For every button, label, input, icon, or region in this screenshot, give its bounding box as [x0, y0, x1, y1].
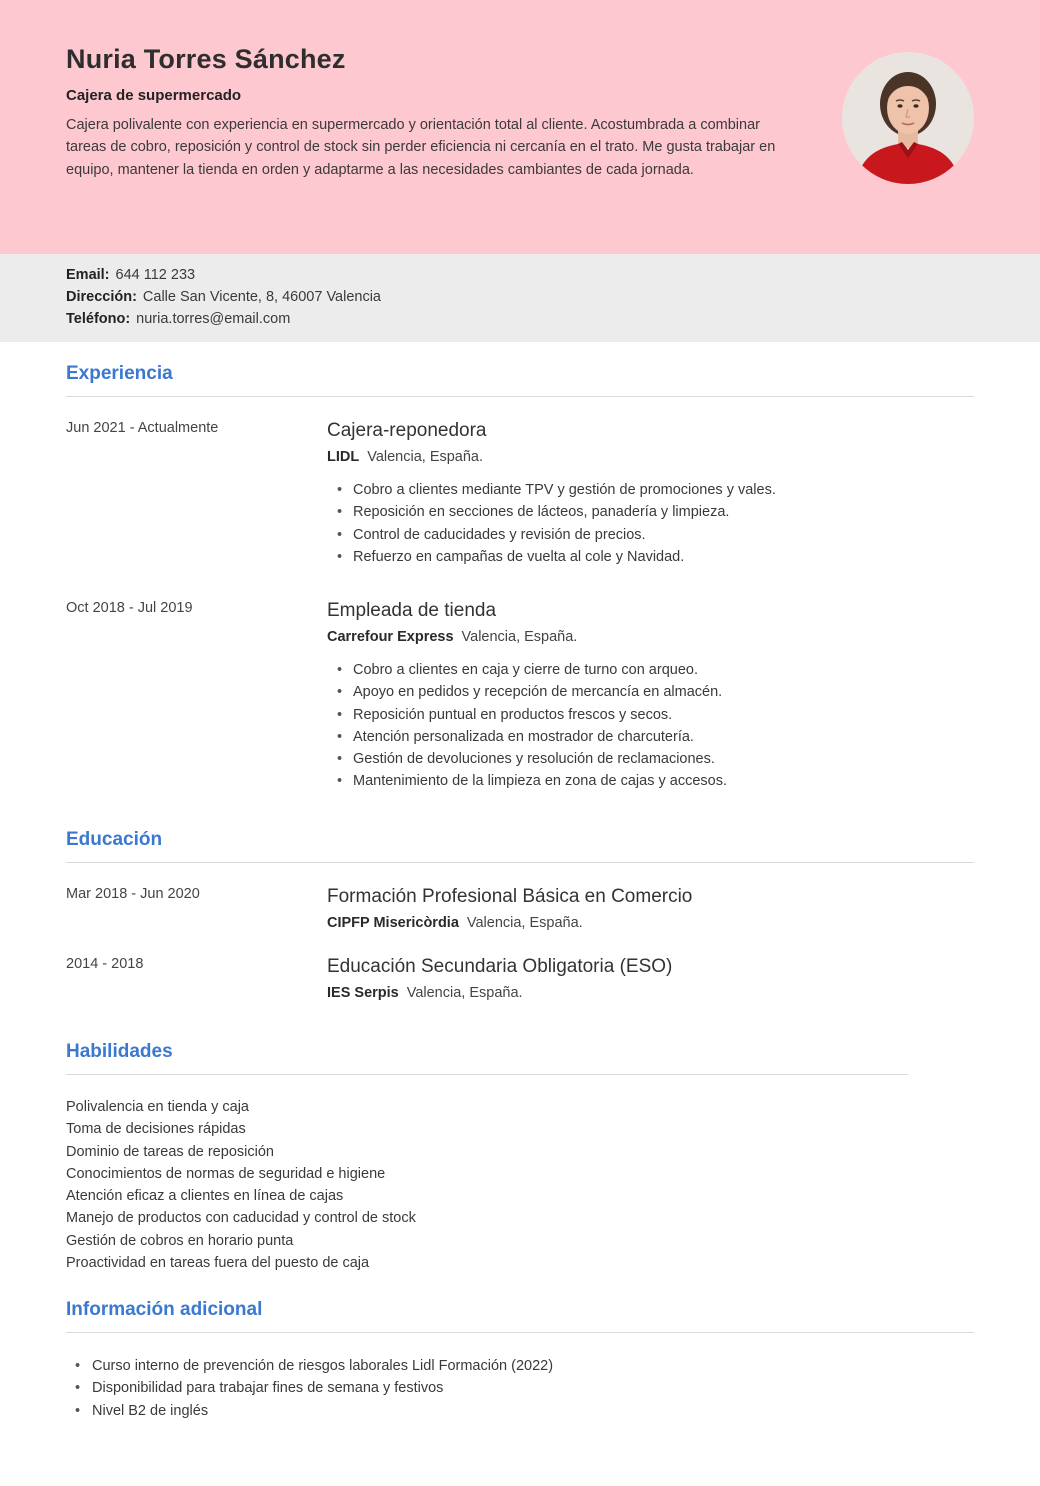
divider: [66, 1332, 974, 1333]
entry-body: [327, 599, 967, 793]
profile-summary: Cajera polivalente con experiencia en supermercado y orientación total al cliente. Acostumbrada a combinar tareas de cobro, reposición y control de stock sin perder eficiencia ni cercanía en el trato. Me gusta trabajar en equipo, mantener la tienda en orden y adaptarme a las necesidades cambiantes de cada jornada.: [66, 117, 776, 178]
job-title: Cajera de supermercado: [66, 87, 242, 104]
list-item: Atención eficaz a clientes en línea de cajas: [66, 1188, 344, 1205]
entry-body: [327, 885, 967, 933]
list-item: • Atención personalizada en mostrador de charcutería.: [327, 726, 967, 748]
contact-bar: [0, 254, 1040, 342]
list-item: • Cobro a clientes en caja y cierre de turno con arqueo.: [327, 659, 967, 681]
organization-location: Valencia, España.: [406, 985, 523, 1001]
organization-name: IES Serpis: [327, 985, 399, 1001]
entry-title: Cajera-reponedora: [327, 420, 487, 441]
candidate-name: Nuria Torres Sánchez: [66, 44, 346, 74]
list-item: • Reposición en secciones de lácteos, panadería y limpieza.: [327, 501, 967, 523]
profile-photo: [842, 52, 974, 184]
entry-date: Jun 2021 - Actualmente: [66, 420, 219, 436]
email-value: 644 112 233: [115, 267, 196, 283]
organization-name: CIPFP Misericòrdia: [327, 915, 459, 931]
list-item: • Curso interno de prevención de riesgos laborales Lidl Formación (2022): [66, 1355, 553, 1377]
additional-list: [66, 1355, 553, 1422]
entry-body: [327, 419, 967, 568]
list-item: Polivalencia en tienda y caja: [66, 1099, 249, 1115]
contact-email: [66, 267, 195, 283]
entry-bullets: [327, 659, 967, 793]
entry-title: Formación Profesional Básica en Comercio: [327, 886, 693, 907]
list-item: • Control de caducidades y revisión de precios.: [327, 524, 967, 546]
list-item: Proactividad en tareas fuera del puesto de caja: [66, 1255, 370, 1272]
section-title-additional: Información adicional: [66, 1299, 263, 1320]
entry-date: Oct 2018 - Jul 2019: [66, 600, 193, 616]
entry-organization: [327, 447, 967, 467]
entry-title: Empleada de tienda: [327, 600, 497, 621]
portrait-image: [842, 52, 974, 184]
list-item: Manejo de productos con caducidad y control de stock: [66, 1210, 416, 1227]
organization-location: Valencia, España.: [461, 629, 578, 645]
entry-title: Educación Secundaria Obligatoria (ESO): [327, 956, 673, 977]
list-item: Gestión de cobros en horario punta: [66, 1232, 294, 1249]
list-item: • Apoyo en pedidos y recepción de mercancía en almacén.: [327, 681, 967, 703]
list-item: • Gestión de devoluciones y resolución de reclamaciones.: [327, 748, 967, 770]
entry-organization: [327, 913, 967, 933]
list-item: • Disponibilidad para trabajar fines de semana y festivos: [66, 1377, 553, 1399]
header-banner: [0, 0, 1040, 254]
entry-organization: [327, 627, 967, 647]
divider: [66, 862, 974, 863]
contact-phone: [66, 311, 290, 327]
phone-value: nuria.torres@email.com: [136, 311, 291, 327]
list-item: Dominio de tareas de reposición: [66, 1143, 274, 1160]
organization-location: Valencia, España.: [367, 449, 484, 465]
list-item: • Cobro a clientes mediante TPV y gestión de promociones y vales.: [327, 479, 967, 501]
entry-bullets: [327, 479, 967, 568]
list-item: • Reposición puntual en productos frescos y secos.: [327, 704, 967, 726]
list-item: • Mantenimiento de la limpieza en zona de cajas y accesos.: [327, 770, 967, 792]
entry-date: Mar 2018 - Jun 2020: [66, 886, 200, 902]
section-title-experience: Experiencia: [66, 363, 173, 384]
entry-body: [327, 955, 967, 1003]
entry-organization: [327, 983, 967, 1003]
entry-date: 2014 - 2018: [66, 956, 144, 972]
address-label: Dirección:: [66, 289, 137, 305]
contact-address: [66, 289, 381, 305]
skills-list: [66, 1096, 416, 1274]
organization-location: Valencia, España.: [466, 915, 583, 931]
list-item: • Nivel B2 de inglés: [66, 1400, 553, 1422]
divider: [66, 396, 974, 397]
organization-name: Carrefour Express: [327, 629, 454, 645]
list-item: Toma de decisiones rápidas: [66, 1121, 246, 1138]
organization-name: LIDL: [327, 449, 360, 465]
divider: [66, 1074, 908, 1075]
list-item: • Refuerzo en campañas de vuelta al cole y Navidad.: [327, 546, 967, 568]
address-value: Calle San Vicente, 8, 46007 Valencia: [142, 289, 381, 305]
section-title-education: Educación: [66, 829, 163, 850]
list-item: Conocimientos de normas de seguridad e higiene: [66, 1165, 386, 1182]
phone-label: Teléfono:: [66, 311, 131, 327]
section-title-skills: Habilidades: [66, 1041, 173, 1062]
email-label: Email:: [66, 267, 110, 283]
